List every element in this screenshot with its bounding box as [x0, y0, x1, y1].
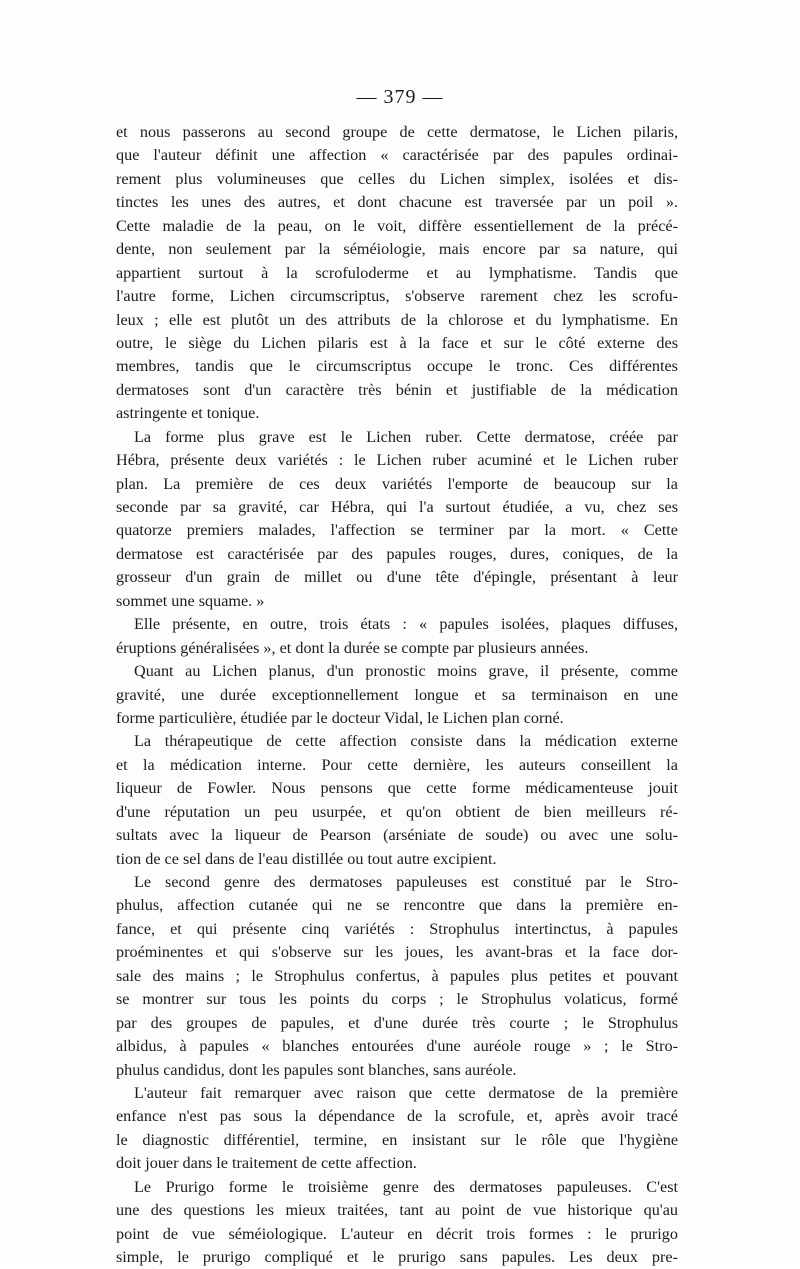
- page-number: — 379 —: [356, 86, 444, 108]
- text-line: rement plus volumineuses que celles du Lichen simplex, isolées et dis-: [116, 169, 678, 188]
- text-line: gravité, une durée exceptionnellement longue et sa terminaison en une: [116, 685, 678, 704]
- text-line: Elle présente, en outre, trois états : « papules isolées, plaques diffuses,: [134, 615, 678, 634]
- text-line: liqueur de Fowler. Nous pensons que cette forme médicamenteuse jouit: [116, 779, 678, 798]
- text-line: point de vue séméiologique. L'auteur en décrit trois formes : le prurigo: [116, 1224, 678, 1243]
- text-line: d'une réputation un peu usurpée, et qu'on obtient de bien meilleurs ré-: [116, 802, 678, 821]
- text-line: albidus, à papules « blanches entourées d'une auréole rouge » ; le Stro-: [116, 1037, 678, 1056]
- text-line: La forme plus grave est le Lichen ruber. Cette dermatose, créée par: [134, 427, 678, 446]
- text-line: tinctes les unes des autres, et dont chacune est traversée par un poil ».: [116, 193, 678, 212]
- text-line: Le second genre des dermatoses papuleuses est constitué par le Stro-: [134, 873, 678, 891]
- text-line: appartient surtout à la scrofuloderme et au lymphatisme. Tandis que: [116, 263, 678, 282]
- text-line: éruptions généralisées », et dont la durée se compte par plusieurs années.: [116, 638, 589, 657]
- text-line: et nous passerons au second groupe de cette dermatose, le Lichen pilaris,: [116, 123, 678, 141]
- text-line: dermatose est caractérisée par des papules rouges, dures, coniques, de la: [116, 544, 678, 563]
- text-line: sommet une squame. »: [116, 591, 265, 610]
- text-line: dermatoses sont d'un caractère très bénin et justifiable de la médication: [116, 380, 678, 399]
- text-line: plan. La première de ces deux variétés l'emporte de beaucoup sur la: [116, 474, 678, 493]
- text-line: phulus, affection cutanée qui ne se rencontre que dans la première en-: [116, 896, 678, 915]
- text-line: et la médication interne. Pour cette dernière, les auteurs conseillent la: [116, 755, 678, 774]
- text-line: leux ; elle est plutôt un des attributs de la chlorose et du lymphatisme. En: [116, 310, 678, 329]
- text-line: doit jouer dans le traitement de cette affection.: [116, 1154, 417, 1173]
- text-line: sultats avec la liqueur de Pearson (arséniate de soude) ou avec une solu-: [116, 826, 678, 845]
- text-line: que l'auteur définit une affection « caractérisée par des papules ordinai-: [116, 146, 678, 165]
- text-line: proéminentes et qui s'observe sur les joues, les avant-bras et la face dor-: [116, 943, 678, 962]
- text-line: l'autre forme, Lichen circumscriptus, s'observe rarement chez les scrofu-: [116, 287, 678, 306]
- text-line: forme particulière, étudiée par le docteur Vidal, le Lichen plan corné.: [116, 708, 564, 727]
- text-line: une des questions les mieux traitées, tant au point de vue historique qu'au: [116, 1201, 678, 1220]
- text-line: Le Prurigo forme le troisième genre des dermatoses papuleuses. C'est: [134, 1177, 678, 1196]
- text-line: se montrer sur tous les points du corps ; le Strophulus volaticus, formé: [116, 990, 678, 1009]
- text-line: tion de ce sel dans de l'eau distillée ou tout autre excipient.: [116, 849, 497, 868]
- text-line: enfance n'est pas sous la dépendance de la scrofule, et, après avoir tracé: [116, 1107, 678, 1126]
- text-line: grosseur d'un grain de millet ou d'une tête d'épingle, présentant à leur: [116, 568, 678, 587]
- text-line: phulus candidus, dont les papules sont blanches, sans auréole.: [116, 1060, 517, 1079]
- text-line: astringente et tonique.: [116, 404, 260, 423]
- text-line: La thérapeutique de cette affection consiste dans la médication externe: [134, 732, 678, 751]
- text-line: sale des mains ; le Strophulus confertus, à papules plus petites et pouvant: [116, 966, 678, 985]
- text-line: Quant au Lichen planus, d'un pronostic moins grave, il présente, comme: [134, 662, 678, 681]
- text-line: seconde par sa gravité, car Hébra, qui l'a surtout étudiée, a vu, chez ses: [116, 498, 678, 516]
- text-line: le diagnostic différentiel, termine, en insistant sur le rôle que l'hygiène: [116, 1130, 678, 1149]
- text-line: quatorze premiers malades, l'affection se terminer par la mort. « Cette: [116, 521, 678, 540]
- text-line: outre, le siège du Lichen pilaris est à la face et sur le côté externe des: [116, 333, 678, 352]
- text-line: dente, non seulement par la séméiologie, mais encore par sa nature, qui: [116, 240, 678, 259]
- text-line: fance, et qui présente cinq variétés : Strophulus intertinctus, à papules: [116, 919, 678, 938]
- text-line: simple, le prurigo compliqué et le prurigo sans papules. Les deux pre-: [116, 1248, 678, 1266]
- text-line: Cette maladie de la peau, on le voit, diffère essentiellement de la précé-: [116, 216, 678, 235]
- text-line: membres, tandis que le circumscriptus occupe le tronc. Ces différentes: [116, 357, 678, 376]
- body-text: [116, 121, 678, 1269]
- text-line: Hébra, présente deux variétés : le Lichen ruber acuminé et le Lichen ruber: [116, 451, 678, 470]
- text-line: L'auteur fait remarquer avec raison que cette dermatose de la première: [134, 1083, 678, 1102]
- text-line: par des groupes de papules, et d'une durée très courte ; le Strophulus: [116, 1013, 678, 1032]
